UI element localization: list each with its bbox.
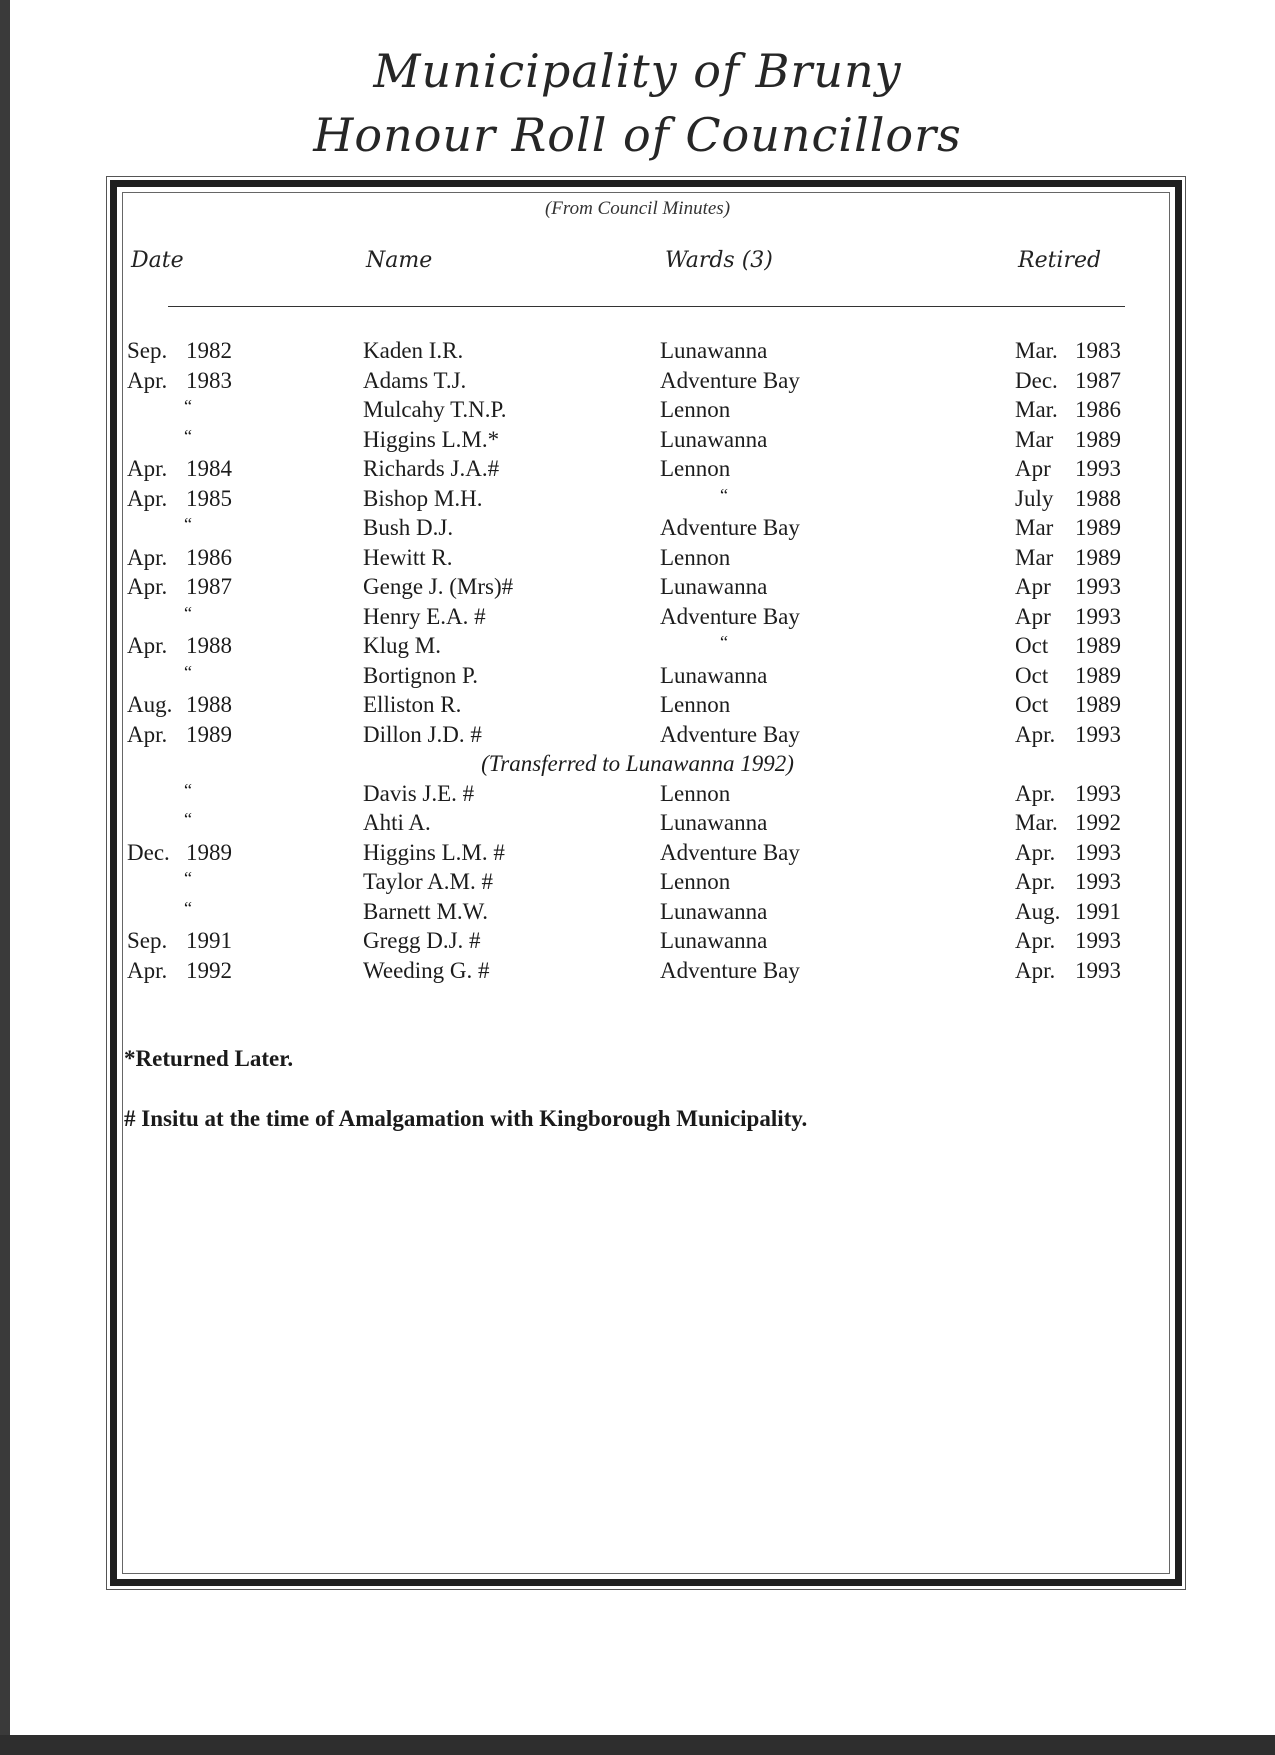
retired-year: 1993 — [1075, 780, 1121, 806]
retired-year: 1989 — [1075, 426, 1121, 452]
retired-month: Apr. — [1015, 928, 1056, 953]
councillor-name: Dillon J.D. # — [363, 721, 482, 747]
retired-month: Mar — [1015, 544, 1054, 570]
header-divider — [168, 306, 1125, 307]
retired-month: Apr. — [1015, 721, 1056, 747]
councillor-name: Kaden I.R. — [363, 338, 464, 363]
date-year: 1988 — [186, 692, 232, 717]
date-month: Dec. — [127, 839, 170, 865]
retired-month: Apr. — [1015, 780, 1056, 806]
retired-year: 1988 — [1075, 485, 1121, 511]
retired-month: Apr. — [1015, 839, 1056, 865]
column-header-date: Date — [131, 248, 184, 273]
retired-year: 1983 — [1075, 338, 1121, 363]
date-year: 1992 — [186, 957, 232, 983]
councillor-name: Davis J.E. # — [363, 780, 475, 806]
table-row — [0, 425, 1275, 455]
date-year: 1989 — [186, 839, 232, 865]
retired-year: 1993 — [1075, 869, 1121, 894]
table-row — [0, 513, 1275, 543]
table-row — [0, 454, 1275, 484]
table-row — [0, 484, 1275, 514]
ward-name: Lennon — [660, 869, 731, 894]
table-row — [0, 661, 1275, 691]
retired-year: 1986 — [1075, 397, 1121, 422]
retired-month: Apr. — [1015, 869, 1056, 894]
councillor-name: Bortignon P. — [363, 662, 479, 688]
date-year: 1983 — [186, 367, 232, 393]
date-year: 1988 — [186, 633, 232, 658]
date-month: Apr. — [127, 633, 168, 658]
transfer-note: (Transferred to Lunawanna 1992) — [481, 751, 794, 776]
table-row — [0, 631, 1275, 661]
date-month: Sep. — [127, 338, 168, 363]
retired-year: 1993 — [1075, 721, 1121, 747]
date-month: Aug. — [127, 692, 173, 717]
retired-month: Apr — [1015, 603, 1051, 629]
table-row — [0, 720, 1275, 750]
councillor-name: Adams T.J. — [363, 367, 467, 393]
date-year: 1984 — [186, 456, 232, 481]
table-row — [0, 395, 1275, 425]
retired-year: 1989 — [1075, 633, 1121, 658]
document-title-line-2: Honour Roll of Councillors — [313, 108, 962, 162]
councillor-name: Taylor A.M. # — [363, 869, 493, 894]
date-year: 1991 — [186, 928, 232, 953]
councillor-name: Bush D.J. — [363, 515, 454, 540]
table-row — [0, 572, 1275, 602]
retired-month: Dec. — [1015, 367, 1058, 393]
ward-ditto-mark: “ — [720, 484, 728, 505]
table-row — [0, 897, 1275, 927]
councillor-name: Henry E.A. # — [363, 603, 486, 629]
date-month: Apr. — [127, 957, 168, 983]
retired-year: 1993 — [1075, 456, 1121, 481]
retired-year: 1987 — [1075, 367, 1121, 393]
retired-month: Mar — [1015, 515, 1054, 540]
table-row — [0, 779, 1275, 809]
date-year: 1987 — [186, 574, 232, 599]
date-year: 1985 — [186, 485, 232, 511]
date-month: Apr. — [127, 456, 168, 481]
ward-name: Lunawanna — [660, 928, 768, 953]
ward-name: Lunawanna — [660, 662, 768, 688]
councillor-name: Ahti A. — [363, 810, 431, 835]
table-row — [0, 366, 1275, 396]
date-month: Apr. — [127, 721, 168, 747]
document-subtitle: (From Council Minutes) — [544, 198, 731, 219]
retired-year: 1992 — [1075, 810, 1121, 835]
councillor-name: Weeding G. # — [363, 957, 490, 983]
ward-name: Lunawanna — [660, 574, 768, 599]
date-ditto-mark: “ — [184, 514, 192, 534]
date-ditto-mark: “ — [184, 868, 192, 888]
ward-name: Adventure Bay — [660, 721, 800, 747]
table-row — [0, 956, 1275, 986]
ward-name: Adventure Bay — [660, 515, 800, 540]
ward-name: Lunawanna — [660, 338, 768, 363]
table-row — [0, 749, 1275, 779]
table-row — [0, 690, 1275, 720]
document-title-line-1: Municipality of Bruny — [373, 44, 902, 98]
retired-month: Oct — [1015, 662, 1049, 688]
table-row — [0, 838, 1275, 868]
date-month: Apr. — [127, 574, 168, 599]
councillor-name: Elliston R. — [363, 692, 462, 717]
table-row — [0, 926, 1275, 956]
councillor-name: Genge J. (Mrs)# — [363, 574, 514, 599]
date-ditto-mark: “ — [184, 396, 192, 416]
date-ditto-mark: “ — [184, 897, 192, 918]
ward-name: Lennon — [660, 544, 731, 570]
ward-name: Lennon — [660, 397, 731, 422]
ward-name: Adventure Bay — [660, 957, 800, 983]
retired-year: 1993 — [1075, 574, 1121, 599]
table-row — [0, 543, 1275, 573]
retired-month: July — [1015, 485, 1054, 511]
footnote-returned: *Returned Later. — [124, 1046, 294, 1071]
date-month: Apr. — [127, 367, 168, 393]
retired-month: Oct — [1015, 692, 1049, 717]
retired-month: Mar. — [1015, 810, 1058, 835]
retired-year: 1993 — [1075, 957, 1121, 983]
retired-year: 1993 — [1075, 603, 1121, 629]
ward-name: Lennon — [660, 456, 731, 481]
retired-year: 1989 — [1075, 515, 1121, 540]
retired-month: Mar. — [1015, 338, 1058, 363]
councillor-name: Bishop M.H. — [363, 485, 483, 511]
date-ditto-mark: “ — [184, 602, 192, 623]
retired-month: Mar — [1015, 426, 1054, 452]
date-year: 1986 — [186, 544, 232, 570]
date-ditto-mark: “ — [184, 779, 192, 800]
ward-name: Lunawanna — [660, 426, 768, 452]
date-month: Apr. — [127, 544, 168, 570]
column-header-wards: Wards (3) — [665, 248, 773, 273]
councillor-name: Hewitt R. — [363, 544, 453, 570]
retired-month: Apr — [1015, 574, 1051, 599]
ward-name: Lunawanna — [660, 898, 768, 924]
councillor-name: Higgins L.M. # — [363, 839, 505, 865]
date-month: Sep. — [127, 928, 168, 953]
column-header-name: Name — [366, 248, 433, 273]
retired-month: Apr — [1015, 456, 1051, 481]
retired-month: Oct — [1015, 633, 1049, 658]
retired-year: 1993 — [1075, 928, 1121, 953]
ward-name: Adventure Bay — [660, 603, 800, 629]
date-ditto-mark: “ — [184, 809, 192, 829]
date-year: 1989 — [186, 721, 232, 747]
councillor-name: Gregg D.J. # — [363, 928, 481, 953]
retired-year: 1991 — [1075, 898, 1121, 924]
ward-name: Lennon — [660, 780, 731, 806]
councillor-table — [0, 336, 1275, 985]
table-row — [0, 336, 1275, 366]
retired-year: 1989 — [1075, 544, 1121, 570]
footnote-insitu: # Insitu at the time of Amalgamation with Kingborough Municipality. — [124, 1106, 808, 1131]
councillor-name: Richards J.A.# — [363, 456, 500, 481]
date-month: Apr. — [127, 485, 168, 511]
ward-name: Lunawanna — [660, 810, 768, 835]
retired-year: 1989 — [1075, 662, 1121, 688]
date-ditto-mark: “ — [184, 661, 192, 682]
scan-edge-bottom — [0, 1735, 1275, 1755]
table-row — [0, 808, 1275, 838]
councillor-name: Mulcahy T.N.P. — [363, 397, 507, 422]
councillor-name: Higgins L.M.* — [363, 426, 500, 452]
retired-year: 1989 — [1075, 692, 1121, 717]
ward-name: Adventure Bay — [660, 839, 800, 865]
retired-month: Apr. — [1015, 957, 1056, 983]
date-ditto-mark: “ — [184, 425, 192, 446]
councillor-name: Barnett M.W. — [363, 898, 488, 924]
ward-name: Adventure Bay — [660, 367, 800, 393]
retired-year: 1993 — [1075, 839, 1121, 865]
ward-ditto-mark: “ — [720, 632, 728, 652]
table-row — [0, 602, 1275, 632]
table-row — [0, 867, 1275, 897]
column-header-retired: Retired — [1018, 248, 1102, 273]
ward-name: Lennon — [660, 692, 731, 717]
retired-month: Aug. — [1015, 898, 1061, 924]
retired-month: Mar. — [1015, 397, 1058, 422]
councillor-name: Klug M. — [363, 633, 441, 658]
date-year: 1982 — [186, 338, 232, 363]
